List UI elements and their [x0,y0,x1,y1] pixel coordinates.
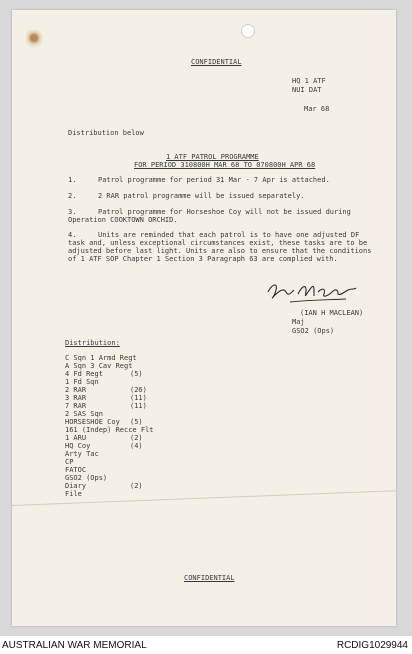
title-line-2: FOR PERIOD 310800H MAR 68 TO 070800H APR 68 [134,161,316,169]
distribution-unit: C Sqn 1 Armd Regt [65,354,137,362]
distribution-unit: Diary [65,482,87,490]
distribution-unit: 7 RAR [65,402,87,410]
signatory-name: (IAN H MACLEAN) [300,309,364,317]
signatory-appointment: GSO2 (Ops) [292,327,335,335]
paragraph-3-text: Patrol programme for Horseshoe Coy will not be issued during Operation COOKTOWN ORCHID. [68,208,351,224]
distribution-unit: 1 ARU [65,434,87,442]
handwritten-signature [264,278,360,306]
paragraph-2-number: 2. [68,192,77,200]
punch-hole [241,24,255,38]
distribution-unit: FATOC [65,466,87,474]
title-line-1: 1 ATF PATROL PROGRAMME [166,153,259,161]
distribution-unit: GSO2 (Ops) [65,474,108,482]
distribution-unit: File [65,490,82,498]
distribution-copies: (11) [130,402,147,410]
header-classification: CONFIDENTIAL [191,58,242,66]
sender-line-1: HQ 1 ATF [292,77,326,85]
distribution-unit: HQ Coy [65,442,91,450]
paragraph-2-text: 2 RAR patrol programme will be issued separately. [98,192,305,200]
distribution-label: Distribution: [65,339,120,347]
rust-stain [26,30,46,50]
paragraph-1-text: Patrol programme for period 31 Mar - 7 Apr is attached. [98,176,330,184]
distribution-copies: (4) [130,442,143,450]
distribution-unit: 1 Fd Sqn [65,378,99,386]
distribution-unit: HORSESHOE Coy [65,418,120,426]
archive-footer [0,636,412,654]
signatory-rank: Maj [292,318,305,326]
distribution-unit: A Sqn 3 Cav Regt [65,362,133,370]
archive-source: AUSTRALIAN WAR MEMORIAL [2,640,147,651]
distribution-copies: (5) [130,370,143,378]
distribution-copies: (5) [130,418,143,426]
distribution-unit: 2 SAS Sqn [65,410,103,418]
distribution-unit: 161 (Indep) Recce Flt [65,426,154,434]
paragraph-4-number: 4. [68,231,77,239]
paragraph-1-number: 1. [68,176,77,184]
distribution-copies: (2) [130,434,143,442]
distribution-unit: CP [65,458,74,466]
paragraph-3-number: 3. [68,208,77,216]
distribution-unit: Arty Tac [65,450,99,458]
distribution-unit: 2 RAR [65,386,87,394]
distribution-unit: 4 Fd Regt [65,370,103,378]
distribution-copies: (11) [130,394,147,402]
document-page [12,10,396,626]
sender-line-2: NUI DAT [292,86,322,94]
distribution-copies: (2) [130,482,143,490]
paragraph-4-text: Units are reminded that each patrol is to have one adjusted DF task and, unless exceptional circumstances exist, these tasks are to be adjusted before last light. Units are also to ensure that the conditions of 1 ATF SOP Chapter 1 Section 3 Paragraph 63 are complied with. [68,231,372,263]
distribution-unit: 3 RAR [65,394,87,402]
distribution-copies: (26) [130,386,147,394]
document-date: Mar 68 [304,105,330,113]
archive-reference: RCDIG1029944 [336,640,408,651]
footer-classification: CONFIDENTIAL [184,574,235,582]
distribution-heading: Distribution below [68,129,144,137]
